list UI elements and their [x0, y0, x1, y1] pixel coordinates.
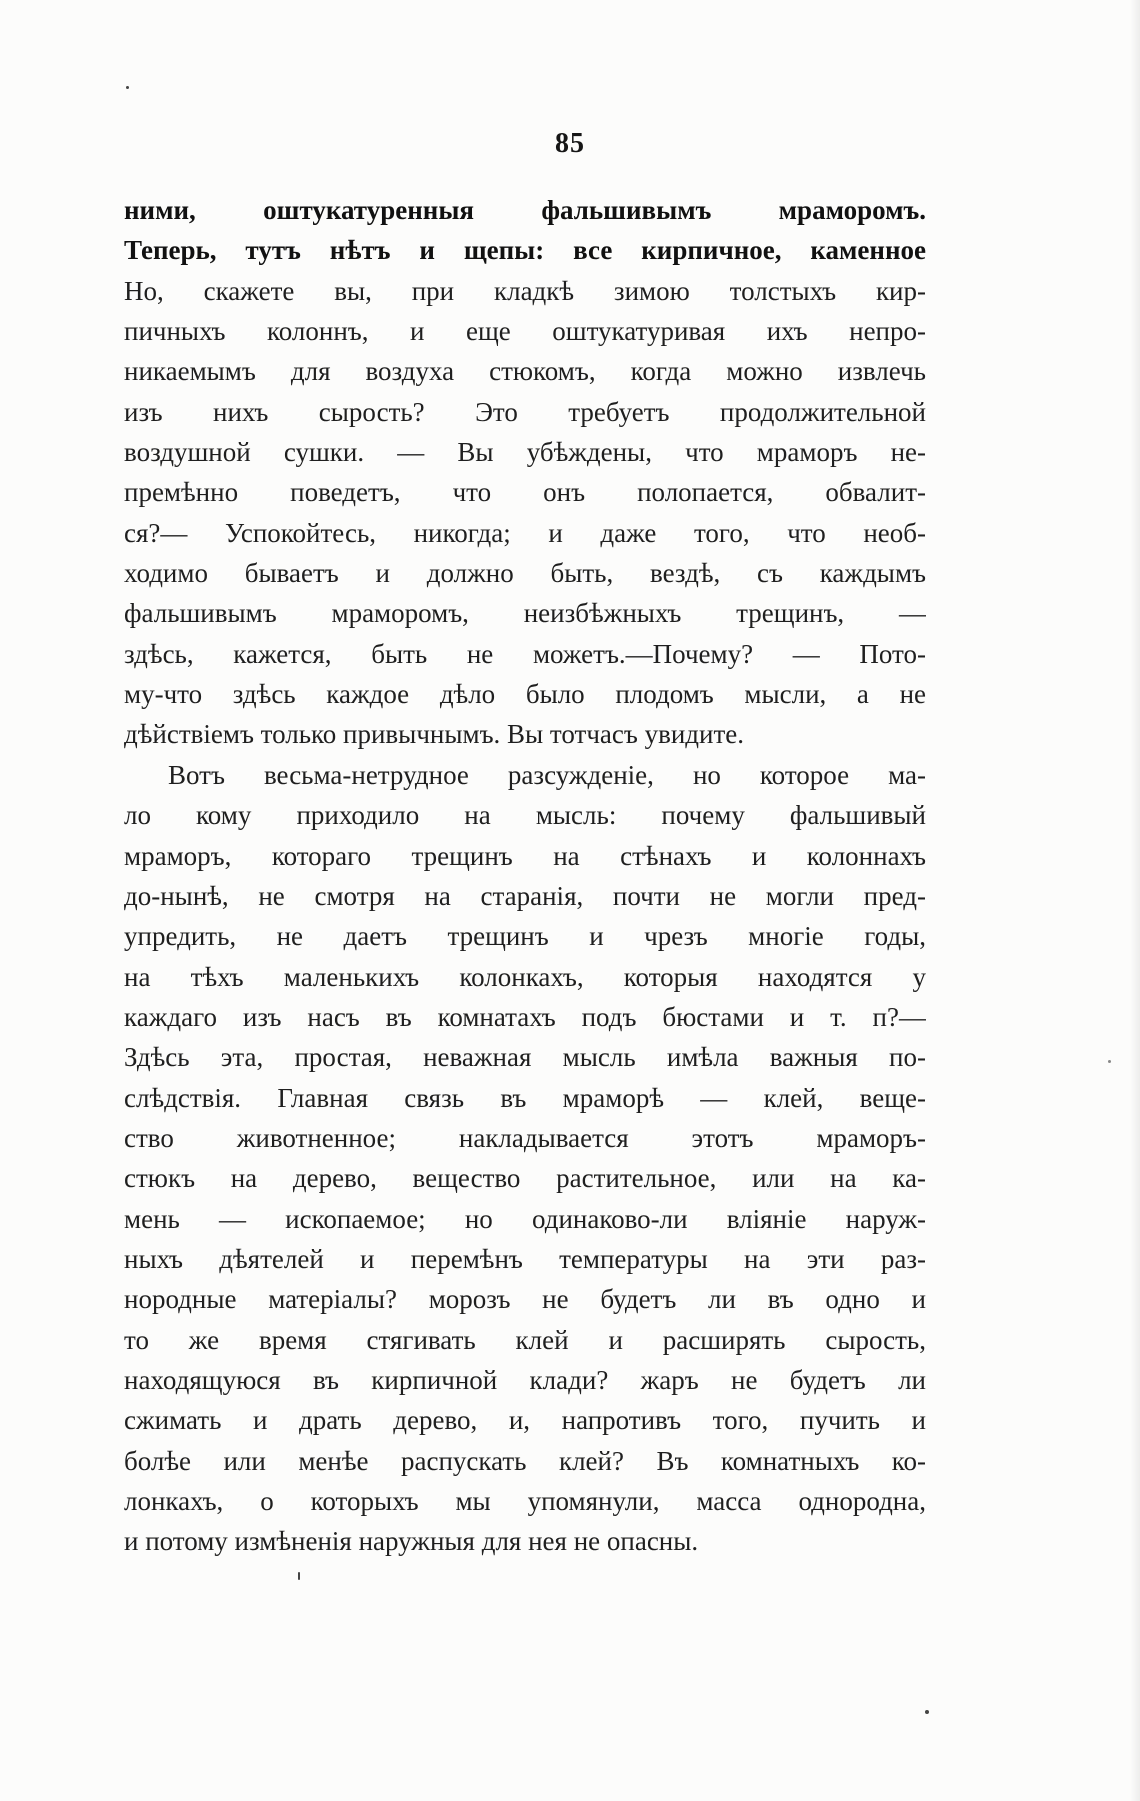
text-line: ло кому приходило на мысль: почему фальшивый — [124, 800, 926, 831]
text-line: здѣсь, кажется, быть не можетъ.—Почему? — Пото- — [124, 638, 926, 669]
text-line: му-что здѣсь каждое дѣло было плодомъ мысли, а не — [124, 679, 926, 710]
text-line: болѣе или менѣе распускать клей? Въ комнатныхъ ко- — [124, 1445, 926, 1476]
text-line: сжимать и драть дерево, и, напротивъ того, пучить и — [124, 1405, 926, 1436]
text-line: ся?— Успокойтесь, никогда; и даже того, что необ- — [124, 517, 926, 548]
paragraph-start-line: Вотъ весьма-нетрудное разсужденіе, но которое ма- — [168, 759, 926, 790]
text-line: мень — ископаемое; но одинаково-ли вліяніе наруж- — [124, 1203, 926, 1234]
text-line: каждаго изъ насъ въ комнатахъ подъ бюстами и т. п?— — [124, 1001, 926, 1032]
body-text — [124, 190, 926, 1562]
text-line-bold: ними, оштукатуренныя фальшивымъ мраморомъ. — [124, 195, 926, 225]
text-line: изъ нихъ сырость? Это требуетъ продолжительной — [124, 396, 926, 427]
text-line: находящуюся въ кирпичной клади? жаръ не будетъ ли — [124, 1364, 926, 1395]
page-edge-shadow — [1130, 0, 1140, 1801]
paper-speck — [1108, 1060, 1111, 1063]
text-line: на тѣхъ маленькихъ колонкахъ, которыя находятся у — [124, 961, 926, 992]
text-line: воздушной сушки. — Вы убѣждены, что мраморъ не- — [124, 437, 926, 468]
text-line: ныхъ дѣятелей и перемѣнъ температуры на эти раз- — [124, 1243, 926, 1274]
text-line: дѣйствіемъ только привычнымъ. Вы тотчасъ увидите. — [124, 719, 744, 750]
paper-speck — [126, 86, 129, 89]
text-line: ходимо бываетъ и должно быть, вездѣ, съ каждымъ — [124, 558, 926, 589]
text-line: ство животненное; накладывается этотъ мраморъ- — [124, 1122, 926, 1153]
text-line: Но, скажете вы, при кладкѣ зимою толстыхъ кир- — [124, 275, 926, 306]
text-line: фальшивымъ мраморомъ, неизбѣжныхъ трещинъ, — — [124, 598, 926, 629]
text-line: нородные матеріалы? морозъ не будетъ ли въ одно и — [124, 1284, 926, 1315]
paper-speck — [925, 1710, 929, 1714]
text-line: мраморъ, котораго трещинъ на стѣнахъ и колоннахъ — [124, 840, 926, 871]
text-line: до-нынѣ, не смотря на старанія, почти не могли пред- — [124, 880, 926, 911]
text-line: пичныхъ колоннъ, и еще оштукатуривая ихъ непро- — [124, 316, 926, 347]
text-line: лонкахъ, о которыхъ мы упомянули, масса однородна, — [124, 1486, 926, 1516]
page-number: 85 — [555, 128, 585, 159]
text-line-bold: Теперь, тутъ нѣтъ и щепы: все кирпичное, каменное — [124, 235, 926, 266]
text-line: стюкъ на дерево, вещество растительное, или на ка- — [124, 1163, 926, 1194]
text-line: упредить, не даетъ трещинъ и чрезъ многіе годы, — [124, 921, 926, 952]
text-line: и потому измѣненія наружныя для нея не опасны. — [124, 1526, 699, 1557]
text-line: никаемымъ для воздуха стюкомъ, когда можно извлечь — [124, 356, 926, 387]
text-line: премѣнно поведетъ, что онъ полопается, обвалит- — [124, 477, 926, 508]
text-line: то же время стягивать клей и расширять сырость, — [124, 1324, 926, 1355]
text-line: Здѣсь эта, простая, неважная мысль имѣла важныя по- — [124, 1042, 926, 1073]
paper-speck — [298, 1572, 300, 1580]
text-line: слѣдствія. Главная связь въ мраморѣ — клей, веще- — [124, 1082, 926, 1113]
